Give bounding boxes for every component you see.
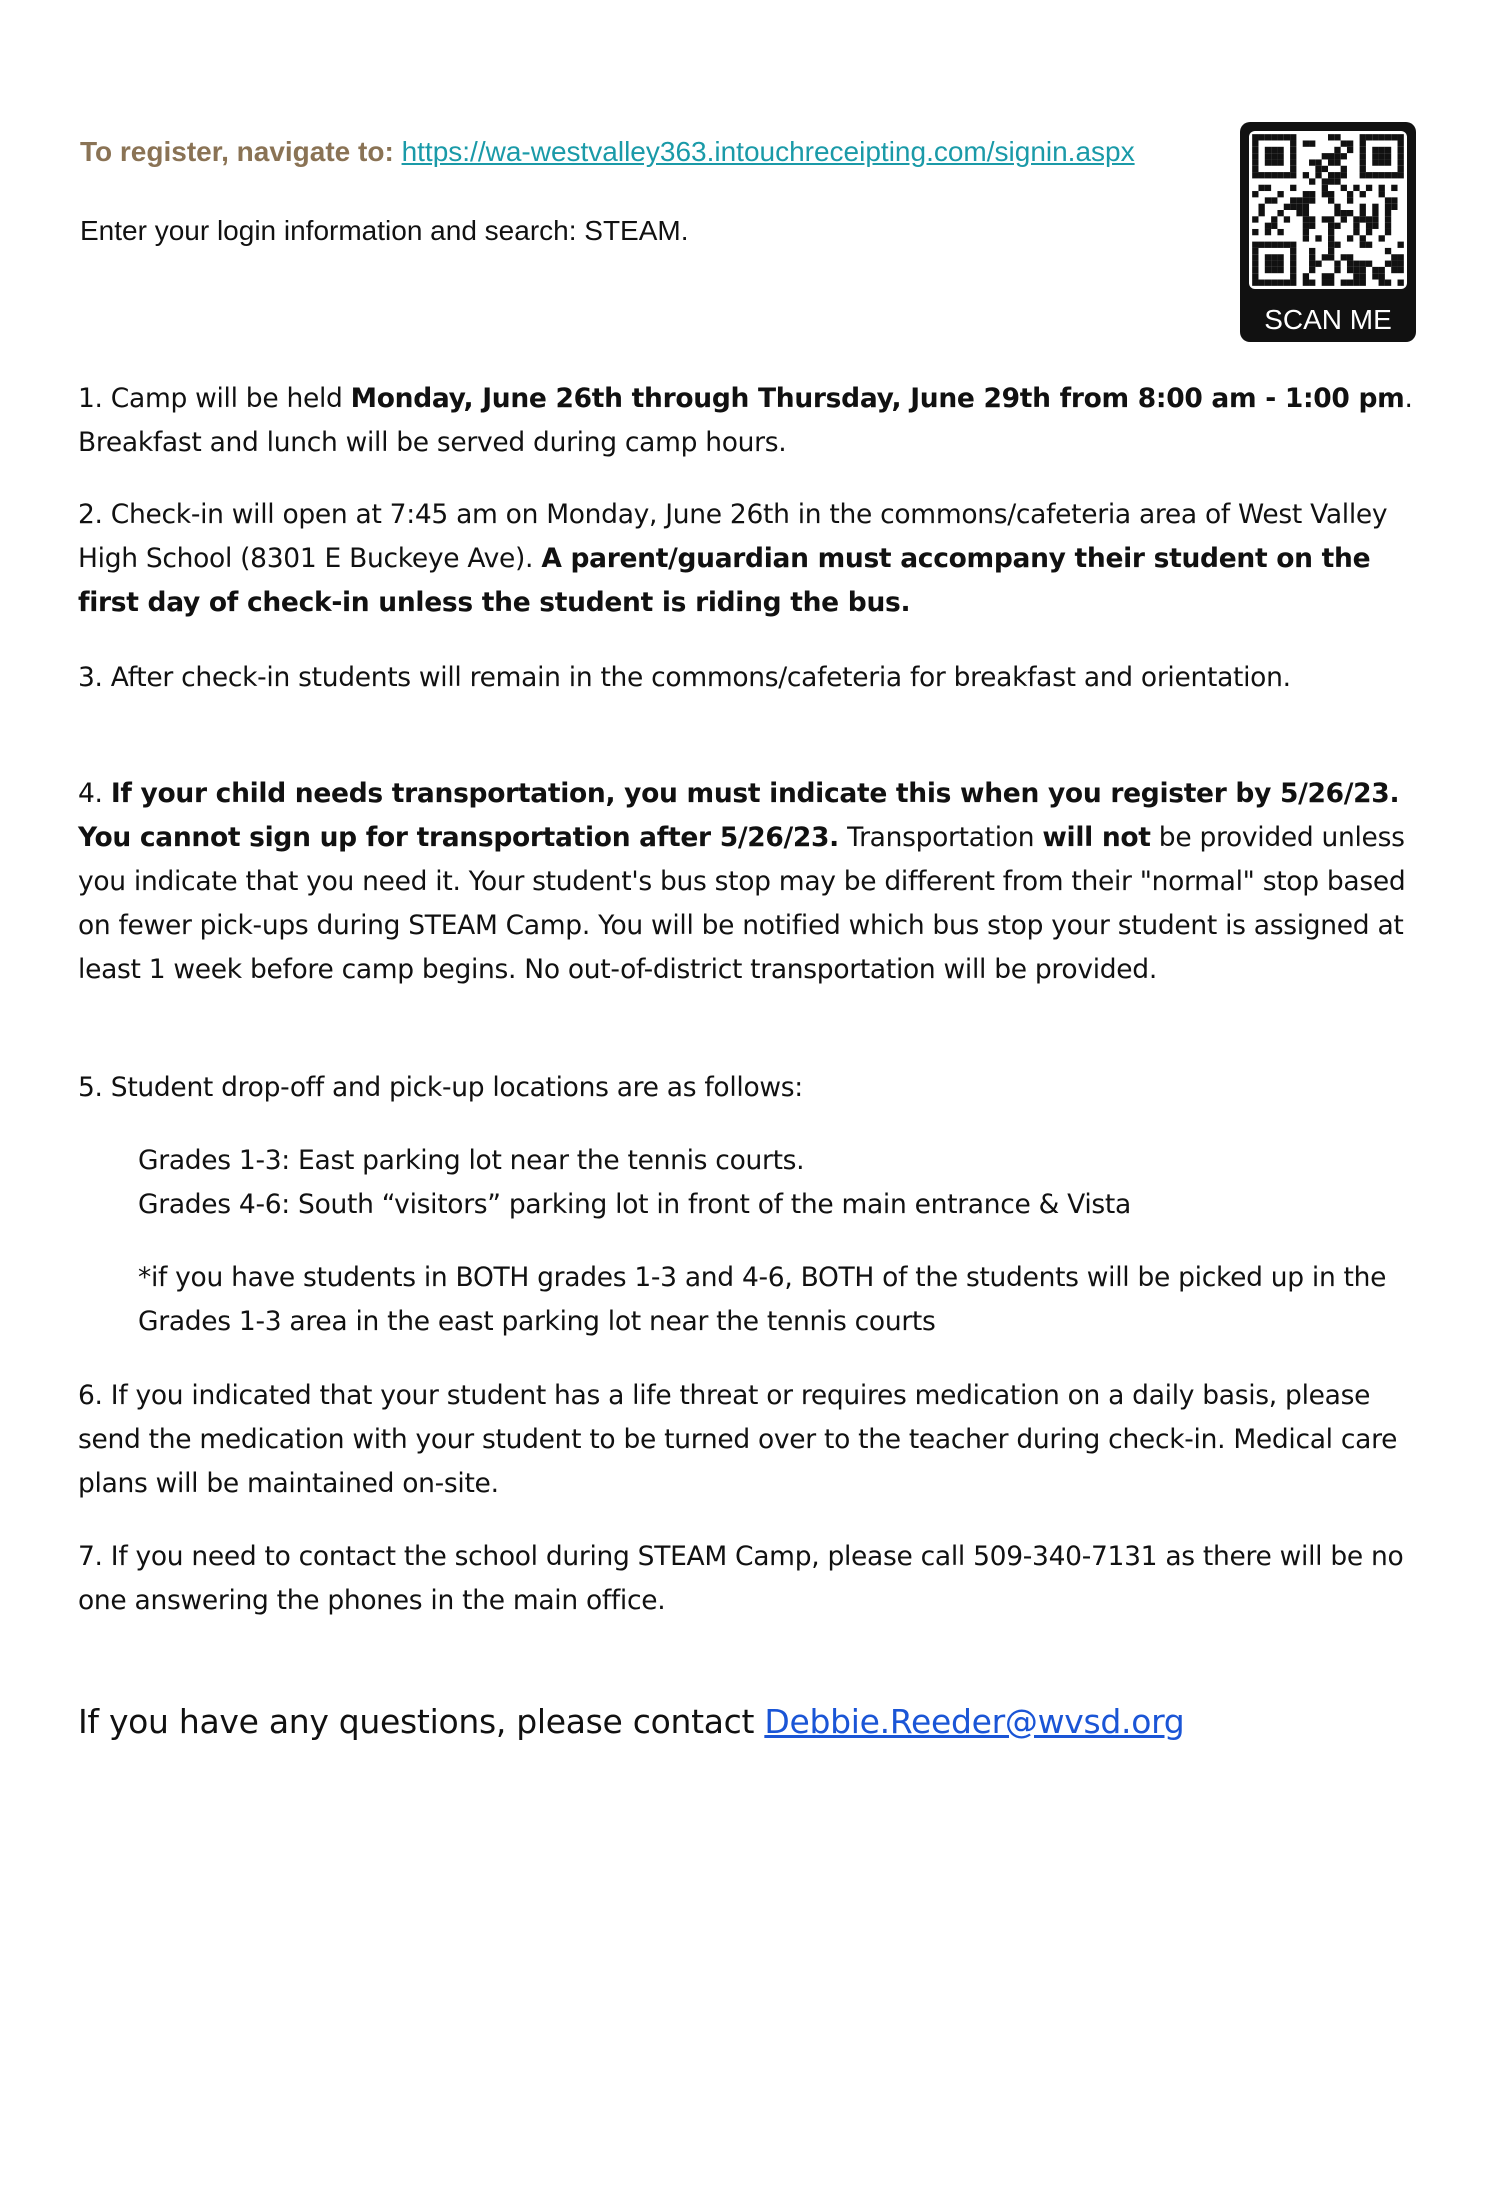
qr-caption: SCAN ME	[1264, 304, 1392, 335]
qr-module	[1290, 280, 1296, 286]
qr-module	[1322, 185, 1328, 191]
qr-module	[1265, 147, 1271, 153]
qr-module	[1277, 280, 1283, 286]
qr-module	[1252, 159, 1258, 165]
qr-module	[1379, 280, 1385, 286]
qr-module	[1290, 185, 1296, 191]
qr-module	[1309, 267, 1315, 273]
qr-module	[1360, 261, 1366, 267]
qr-module	[1372, 153, 1378, 159]
qr-module	[1347, 140, 1353, 146]
qr-module	[1277, 229, 1283, 235]
qr-module	[1277, 267, 1283, 273]
qr-module	[1366, 261, 1372, 267]
qr-module	[1372, 210, 1378, 216]
qr-module	[1290, 147, 1296, 153]
qr-module	[1258, 172, 1264, 178]
qr-module	[1258, 185, 1264, 191]
qr-module	[1290, 242, 1296, 248]
qr-module	[1353, 216, 1359, 222]
qr-module	[1328, 273, 1334, 279]
qr-module	[1265, 159, 1271, 165]
qr-module	[1391, 254, 1397, 260]
qr-module	[1385, 216, 1391, 222]
qr-module	[1284, 216, 1290, 222]
qr-module	[1328, 153, 1334, 159]
qr-module	[1372, 159, 1378, 165]
qr-module	[1360, 280, 1366, 286]
qr-module	[1252, 140, 1258, 146]
qr-module	[1341, 254, 1347, 260]
qr-module	[1252, 229, 1258, 235]
qr-module	[1379, 267, 1385, 273]
qr-module	[1271, 134, 1277, 140]
qr-module	[1347, 235, 1353, 241]
qr-module	[1284, 242, 1290, 248]
qr-module	[1277, 242, 1283, 248]
qr-module	[1334, 153, 1340, 159]
qr-module	[1360, 159, 1366, 165]
qr-module	[1265, 134, 1271, 140]
qr-module	[1341, 210, 1347, 216]
qr-module	[1303, 280, 1309, 286]
register-label: To register, navigate to:	[80, 136, 394, 167]
login-instructions: Enter your login information and search: STEAM.	[80, 215, 689, 246]
item-5: 5. Student drop-off and pick-up locations are as follows:	[78, 1072, 803, 1103]
qr-module	[1252, 254, 1258, 260]
qr-module	[1252, 248, 1258, 254]
qr-module	[1398, 147, 1404, 153]
qr-module	[1341, 172, 1347, 178]
item-4-text: Transportation	[838, 822, 1043, 853]
qr-module	[1398, 261, 1404, 267]
qr-module	[1290, 197, 1296, 203]
contact-line	[78, 1700, 1428, 1744]
qr-module	[1328, 229, 1334, 235]
grades-4-6: Grades 4-6: South “visitors” parking lot in front of the main entrance & Vista	[138, 1189, 1131, 1220]
qr-module	[1385, 229, 1391, 235]
qr-module	[1265, 254, 1271, 260]
item-7: 7. If you need to contact the school during STEAM Camp, please call 509-340-7131 as there will be no one answering the phones in the main office.	[78, 1541, 1404, 1616]
qr-module	[1334, 159, 1340, 165]
qr-module	[1385, 153, 1391, 159]
qr-module	[1334, 204, 1340, 210]
qr-module	[1290, 204, 1296, 210]
qr-module	[1366, 223, 1372, 229]
qr-module	[1290, 267, 1296, 273]
qr-module	[1322, 153, 1328, 159]
qr-module	[1360, 242, 1366, 248]
qr-module	[1284, 204, 1290, 210]
qr-module	[1290, 159, 1296, 165]
qr-module	[1271, 280, 1277, 286]
qr-module	[1309, 159, 1315, 165]
qr-module	[1334, 261, 1340, 267]
qr-module	[1360, 140, 1366, 146]
qr-module	[1252, 134, 1258, 140]
qr-module	[1271, 197, 1277, 203]
qr-module	[1398, 159, 1404, 165]
qr-module	[1398, 254, 1404, 260]
qr-module	[1398, 242, 1404, 248]
qr-module	[1258, 210, 1264, 216]
qr-module	[1284, 280, 1290, 286]
qr-module	[1391, 267, 1397, 273]
qr-module	[1265, 280, 1271, 286]
qr-module	[1360, 191, 1366, 197]
qr-module	[1366, 229, 1372, 235]
qr-module	[1391, 197, 1397, 203]
item-1-text-end: . Breakfast and lunch will be served during camp hours.	[78, 383, 1413, 458]
item-2	[78, 493, 1428, 625]
qr-module	[1341, 140, 1347, 146]
qr-module	[1315, 166, 1321, 172]
qr-module	[1360, 204, 1366, 210]
qr-module	[1379, 159, 1385, 165]
qr-module	[1271, 267, 1277, 273]
qr-module	[1334, 242, 1340, 248]
qr-module	[1372, 267, 1378, 273]
qr-module	[1353, 261, 1359, 267]
qr-module	[1284, 172, 1290, 178]
item-4-num: 4.	[78, 778, 111, 809]
qr-module	[1372, 147, 1378, 153]
qr-module	[1309, 223, 1315, 229]
qr-module	[1385, 261, 1391, 267]
qr-module	[1334, 267, 1340, 273]
qr-module	[1391, 134, 1397, 140]
qr-module	[1252, 166, 1258, 172]
qr-code-image	[1249, 131, 1407, 289]
qr-module	[1290, 140, 1296, 146]
qr-module	[1309, 254, 1315, 260]
qr-module	[1271, 147, 1277, 153]
qr-module	[1315, 261, 1321, 267]
qr-module	[1271, 216, 1277, 222]
qr-module	[1290, 166, 1296, 172]
qr-module	[1265, 172, 1271, 178]
qr-module	[1328, 280, 1334, 286]
qr-module	[1360, 210, 1366, 216]
qr-module	[1303, 197, 1309, 203]
qr-module	[1372, 204, 1378, 210]
qr-module	[1309, 280, 1315, 286]
qr-module	[1341, 216, 1347, 222]
qr-module	[1341, 185, 1347, 191]
qr-module	[1303, 140, 1309, 146]
qr-module	[1341, 280, 1347, 286]
qr-module	[1398, 166, 1404, 172]
qr-module	[1334, 147, 1340, 153]
qr-module	[1277, 191, 1283, 197]
qr-module	[1328, 235, 1334, 241]
qr-module	[1328, 178, 1334, 184]
qr-module	[1328, 172, 1334, 178]
qr-module	[1372, 216, 1378, 222]
qr-module	[1360, 172, 1366, 178]
qr-module	[1379, 172, 1385, 178]
qr-module	[1379, 153, 1385, 159]
qr-module	[1309, 248, 1315, 254]
qr-module	[1347, 147, 1353, 153]
qr-module	[1366, 216, 1372, 222]
qr-module	[1258, 204, 1264, 210]
qr-module	[1322, 254, 1328, 260]
qr-module	[1328, 197, 1334, 203]
qr-module	[1360, 147, 1366, 153]
qr-module	[1372, 223, 1378, 229]
qr-module	[1252, 280, 1258, 286]
qr-module	[1252, 147, 1258, 153]
qr-module	[1296, 204, 1302, 210]
qr-module	[1366, 185, 1372, 191]
qr-module	[1315, 172, 1321, 178]
qr-module	[1360, 134, 1366, 140]
item-4-will-not: will not	[1042, 822, 1151, 853]
qr-module	[1328, 254, 1334, 260]
qr-module	[1385, 147, 1391, 153]
qr-module	[1296, 210, 1302, 216]
qr-module	[1353, 185, 1359, 191]
item-3: 3. After check-in students will remain in the commons/cafeteria for breakfast and orientation.	[78, 662, 1291, 693]
qr-module	[1385, 223, 1391, 229]
item-1-text: 1. Camp will be held	[78, 383, 351, 414]
qr-module	[1265, 242, 1271, 248]
contact-text: If you have any questions, please contact	[78, 1702, 765, 1741]
grades-1-3: Grades 1-3: East parking lot near the tennis courts.	[138, 1145, 805, 1176]
qr-module	[1271, 153, 1277, 159]
qr-module	[1360, 273, 1366, 279]
registration-link[interactable]: https://wa-westvalley363.intouchreceipting.com/signin.aspx	[401, 136, 1135, 167]
qr-module	[1322, 273, 1328, 279]
qr-module	[1372, 273, 1378, 279]
qr-module	[1328, 191, 1334, 197]
qr-module	[1353, 267, 1359, 273]
qr-module	[1271, 172, 1277, 178]
qr-module	[1379, 134, 1385, 140]
qr-module	[1398, 172, 1404, 178]
qr-module	[1290, 254, 1296, 260]
qr-module	[1252, 273, 1258, 279]
qr-module	[1347, 261, 1353, 267]
qr-module	[1366, 134, 1372, 140]
qr-module	[1322, 280, 1328, 286]
qr-module	[1334, 134, 1340, 140]
qr-module	[1322, 166, 1328, 172]
item-2-bold: A parent/guardian must accompany their student on the first day of check-in unless the student is riding the bus.	[78, 543, 1371, 618]
qr-module	[1385, 197, 1391, 203]
qr-module	[1322, 216, 1328, 222]
qr-module	[1347, 210, 1353, 216]
qr-module	[1303, 216, 1309, 222]
item-2-text: 2. Check-in will open at 7:45 am on Monday, June 26th in the commons/cafeteria area of West Valley High School (8301 E Buckeye Ave).	[78, 499, 1388, 574]
qr-module	[1347, 197, 1353, 203]
qr-module	[1385, 134, 1391, 140]
item-1	[78, 377, 1428, 465]
qr-module	[1284, 134, 1290, 140]
qr-module	[1258, 134, 1264, 140]
qr-module	[1271, 159, 1277, 165]
qr-module	[1353, 273, 1359, 279]
qr-module	[1385, 280, 1391, 286]
qr-module	[1265, 261, 1271, 267]
qr-module	[1252, 191, 1258, 197]
qr-module	[1398, 134, 1404, 140]
qr-module	[1258, 280, 1264, 286]
qr-module	[1271, 242, 1277, 248]
item-6: 6. If you indicated that your student has a life threat or requires medication on a daily basis, please send the medication with your student to be turned over to the teacher during check-in. Medical care plans will be maintained on-site.	[78, 1380, 1398, 1499]
qr-module	[1391, 204, 1397, 210]
qr-module	[1252, 153, 1258, 159]
qr-module	[1277, 210, 1283, 216]
qr-module	[1334, 178, 1340, 184]
qr-module	[1385, 210, 1391, 216]
qr-module	[1341, 153, 1347, 159]
qr-module	[1398, 140, 1404, 146]
qr-module	[1347, 267, 1353, 273]
qr-module	[1290, 273, 1296, 279]
qr-module	[1277, 254, 1283, 260]
qr-module	[1372, 172, 1378, 178]
qr-module	[1265, 223, 1271, 229]
qr-module	[1277, 159, 1283, 165]
qr-module	[1341, 166, 1347, 172]
both-grades-note: *if you have students in BOTH grades 1-3 and 4-6, BOTH of the students will be picked up in the Grades 1-3 area in the east parking lot near the tennis courts	[138, 1262, 1387, 1337]
qr-module	[1303, 172, 1309, 178]
qr-module	[1290, 261, 1296, 267]
qr-module	[1334, 210, 1340, 216]
qr-module	[1309, 216, 1315, 222]
qr-module	[1328, 248, 1334, 254]
qr-module	[1271, 254, 1277, 260]
qr-module	[1334, 172, 1340, 178]
qr-module	[1347, 254, 1353, 260]
qr-module	[1385, 204, 1391, 210]
qr-module	[1379, 273, 1385, 279]
qr-module	[1296, 197, 1302, 203]
contact-email-link[interactable]: Debbie.Reeder@wvsd.org	[764, 1702, 1185, 1741]
qr-module	[1360, 235, 1366, 241]
qr-module	[1385, 172, 1391, 178]
qr-module	[1277, 153, 1283, 159]
item-4-bold: If your child needs transportation, you must indicate this when you register by 5/26/23. You cannot sign up for transportation after 5/26/23.	[78, 778, 1400, 853]
register-line	[80, 136, 1135, 168]
qr-module	[1252, 261, 1258, 267]
qr-module	[1372, 134, 1378, 140]
qr-module	[1322, 191, 1328, 197]
qr-module	[1398, 280, 1404, 286]
qr-module	[1309, 178, 1315, 184]
qr-module	[1360, 267, 1366, 273]
qr-module	[1398, 153, 1404, 159]
qr-module	[1328, 159, 1334, 165]
qr-module	[1353, 229, 1359, 235]
qr-code	[1240, 122, 1416, 342]
qr-module	[1303, 235, 1309, 241]
qr-module	[1252, 172, 1258, 178]
qr-module	[1398, 267, 1404, 273]
qr-module	[1353, 223, 1359, 229]
qr-module	[1347, 191, 1353, 197]
qr-module	[1309, 140, 1315, 146]
qr-module	[1360, 216, 1366, 222]
qr-module	[1391, 185, 1397, 191]
qr-module	[1347, 280, 1353, 286]
qr-module	[1277, 134, 1283, 140]
item-4	[78, 772, 1428, 992]
qr-module	[1290, 134, 1296, 140]
qr-module	[1277, 261, 1283, 267]
qr-module	[1379, 147, 1385, 153]
qr-module	[1379, 235, 1385, 241]
qr-module	[1303, 191, 1309, 197]
qr-module	[1391, 261, 1397, 267]
qr-module	[1309, 261, 1315, 267]
qr-module	[1290, 248, 1296, 254]
qr-module	[1290, 153, 1296, 159]
qr-module	[1366, 172, 1372, 178]
qr-module	[1360, 153, 1366, 159]
qr-module	[1322, 178, 1328, 184]
qr-module	[1328, 216, 1334, 222]
qr-module	[1385, 248, 1391, 254]
qr-module	[1366, 242, 1372, 248]
qr-module	[1252, 242, 1258, 248]
qr-module	[1379, 191, 1385, 197]
qr-module	[1334, 223, 1340, 229]
qr-module	[1385, 159, 1391, 165]
qr-module	[1265, 229, 1271, 235]
qr-module	[1328, 134, 1334, 140]
qr-module	[1360, 166, 1366, 172]
qr-module	[1391, 172, 1397, 178]
qr-module	[1303, 210, 1309, 216]
qr-module	[1258, 242, 1264, 248]
qr-module	[1290, 172, 1296, 178]
qr-module	[1303, 223, 1309, 229]
qr-module	[1252, 267, 1258, 273]
qr-module	[1252, 216, 1258, 222]
item-4-text-end: be provided unless you indicate that you need it. Your student's bus stop may be different from their "normal" stop based on fewer pick-ups during STEAM Camp. You will be notified which bus stop your student is assigned at least 1 week before camp begins. No out-of-district transportation will be provided.	[78, 822, 1406, 985]
qr-module	[1265, 267, 1271, 273]
qr-module	[1303, 273, 1309, 279]
qr-module	[1303, 204, 1309, 210]
qr-module	[1328, 223, 1334, 229]
qr-module	[1265, 197, 1271, 203]
qr-module	[1328, 242, 1334, 248]
qr-module	[1315, 235, 1321, 241]
qr-module	[1265, 185, 1271, 191]
qr-module	[1303, 229, 1309, 235]
qr-module	[1353, 280, 1359, 286]
qr-module	[1271, 223, 1277, 229]
qr-module	[1315, 159, 1321, 165]
qr-module	[1277, 147, 1283, 153]
qr-module	[1277, 172, 1283, 178]
qr-module	[1309, 191, 1315, 197]
qr-module	[1309, 197, 1315, 203]
item-1-dates: Monday, June 26th through Thursday, June 29th from 8:00 am - 1:00 pm	[350, 383, 1405, 414]
qr-module	[1379, 185, 1385, 191]
qr-module	[1271, 261, 1277, 267]
qr-module	[1265, 153, 1271, 159]
